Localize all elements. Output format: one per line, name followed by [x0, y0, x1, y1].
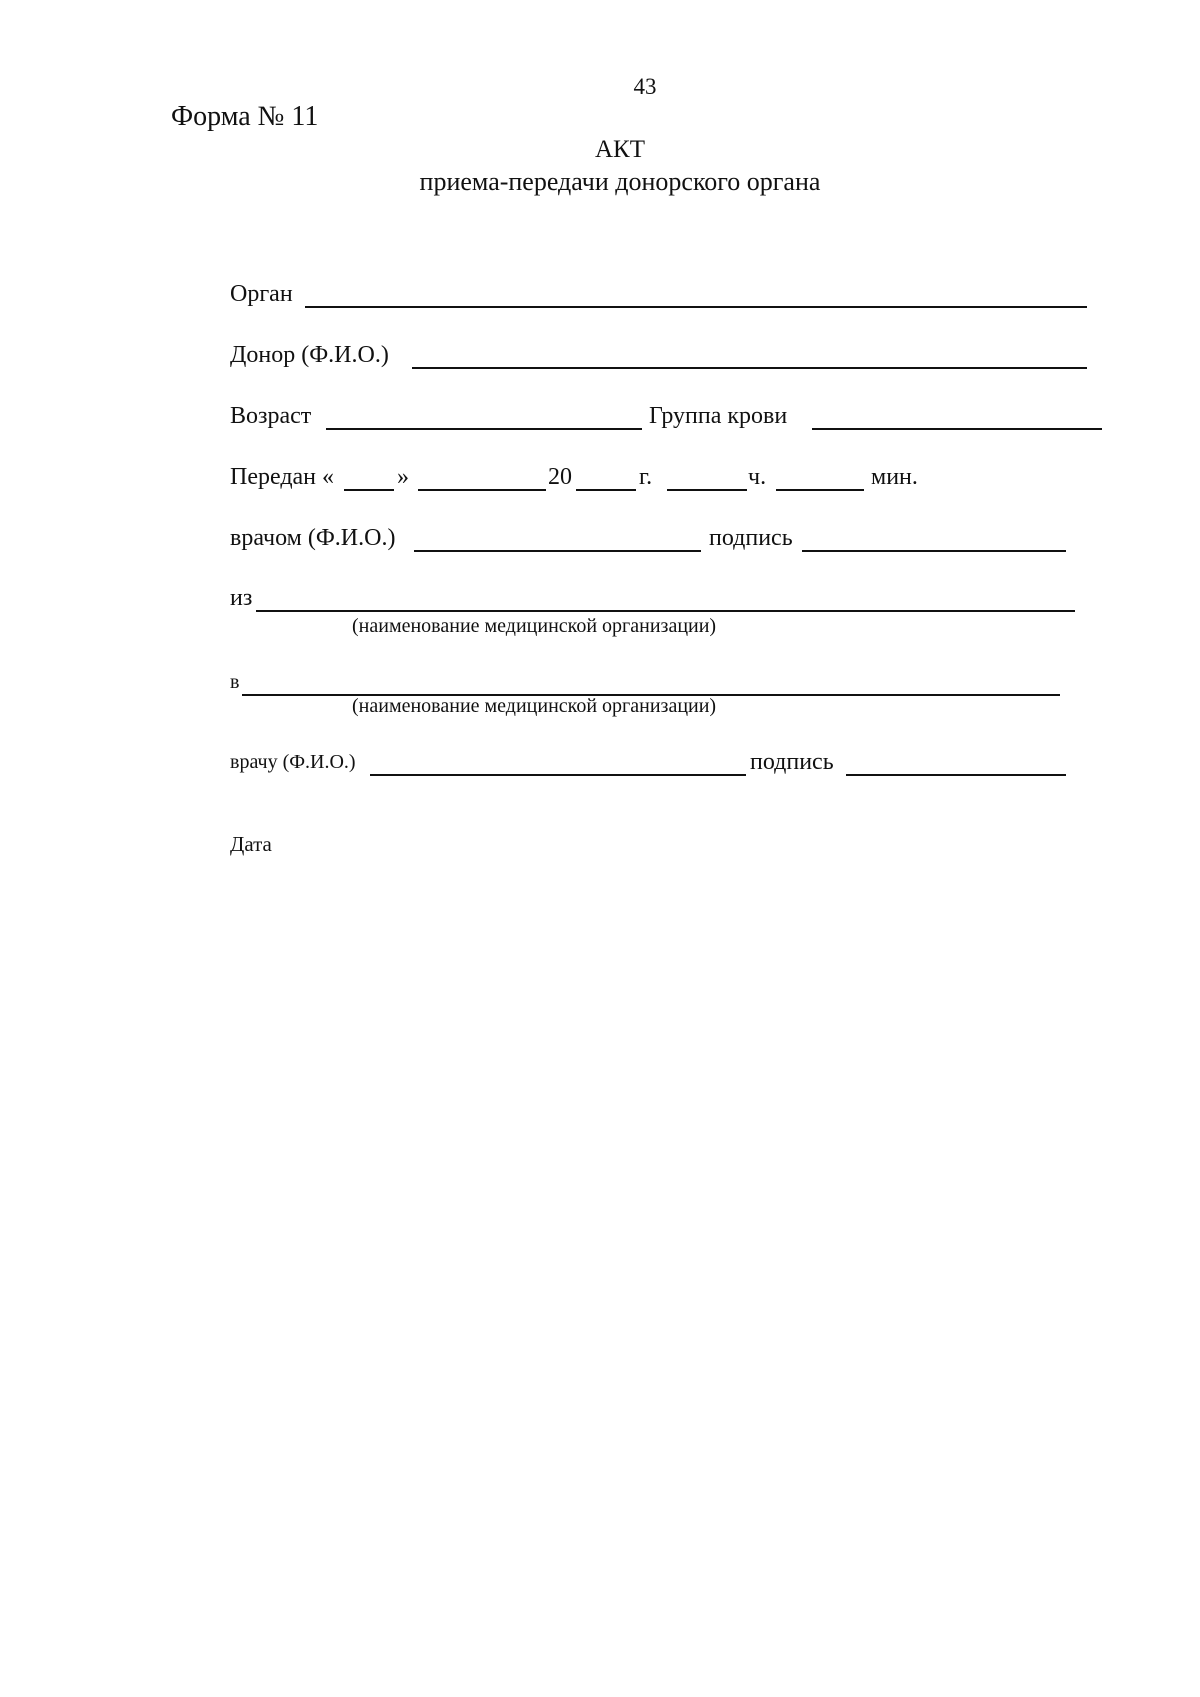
page-number: 43 — [633, 74, 657, 99]
year-field[interactable] — [576, 489, 636, 491]
donor-row — [230, 341, 1090, 371]
to-row — [230, 668, 1110, 698]
doctor-by-field[interactable] — [414, 550, 701, 552]
from-row — [230, 584, 1110, 614]
signature2-field[interactable] — [846, 774, 1066, 776]
transfer-row — [230, 463, 1110, 493]
blood-group-field[interactable] — [812, 428, 1102, 430]
date-label: Дата — [230, 832, 272, 856]
organ-row — [230, 280, 1090, 310]
signature2-label: подпись — [750, 749, 834, 775]
to-label: в — [230, 671, 240, 693]
hours-field[interactable] — [667, 489, 747, 491]
from-label: из — [230, 585, 253, 611]
signature-label: подпись — [709, 525, 793, 551]
hours-label: ч. — [748, 464, 767, 490]
from-org-field[interactable] — [256, 610, 1075, 612]
donor-label: Донор (Ф.И.О.) — [230, 342, 389, 368]
signature-field[interactable] — [802, 550, 1066, 552]
document-subtitle: приема-передачи донорского органа — [419, 167, 821, 196]
age-field[interactable] — [326, 428, 642, 430]
to-org-hint: (наименование медицинской организации) — [352, 695, 717, 717]
minutes-field[interactable] — [776, 489, 864, 491]
minutes-label: мин. — [871, 464, 918, 490]
day-field[interactable] — [344, 489, 394, 491]
doctor-to-row — [230, 748, 1110, 778]
quote-close: » — [397, 464, 409, 490]
age-label: Возраст — [230, 403, 312, 429]
doctor-to-field[interactable] — [370, 774, 746, 776]
doctor-by-label: врачом (Ф.И.О.) — [230, 525, 396, 551]
year-prefix: 20 — [548, 464, 572, 490]
document-title: АКТ — [595, 136, 645, 163]
from-org-hint: (наименование медицинской организации) — [352, 615, 717, 637]
donor-field[interactable] — [412, 367, 1087, 369]
transferred-label: Передан « — [230, 464, 335, 490]
age-blood-row — [230, 402, 1110, 432]
month-field[interactable] — [418, 489, 546, 491]
doctor-to-label: врачу (Ф.И.О.) — [230, 751, 356, 773]
year-suffix: г. — [639, 464, 653, 490]
form-number: Форма № 11 — [171, 101, 319, 132]
blood-group-label: Группа крови — [649, 403, 788, 429]
organ-field[interactable] — [305, 306, 1087, 308]
doctor-by-row — [230, 524, 1110, 554]
organ-label: Орган — [230, 281, 293, 307]
